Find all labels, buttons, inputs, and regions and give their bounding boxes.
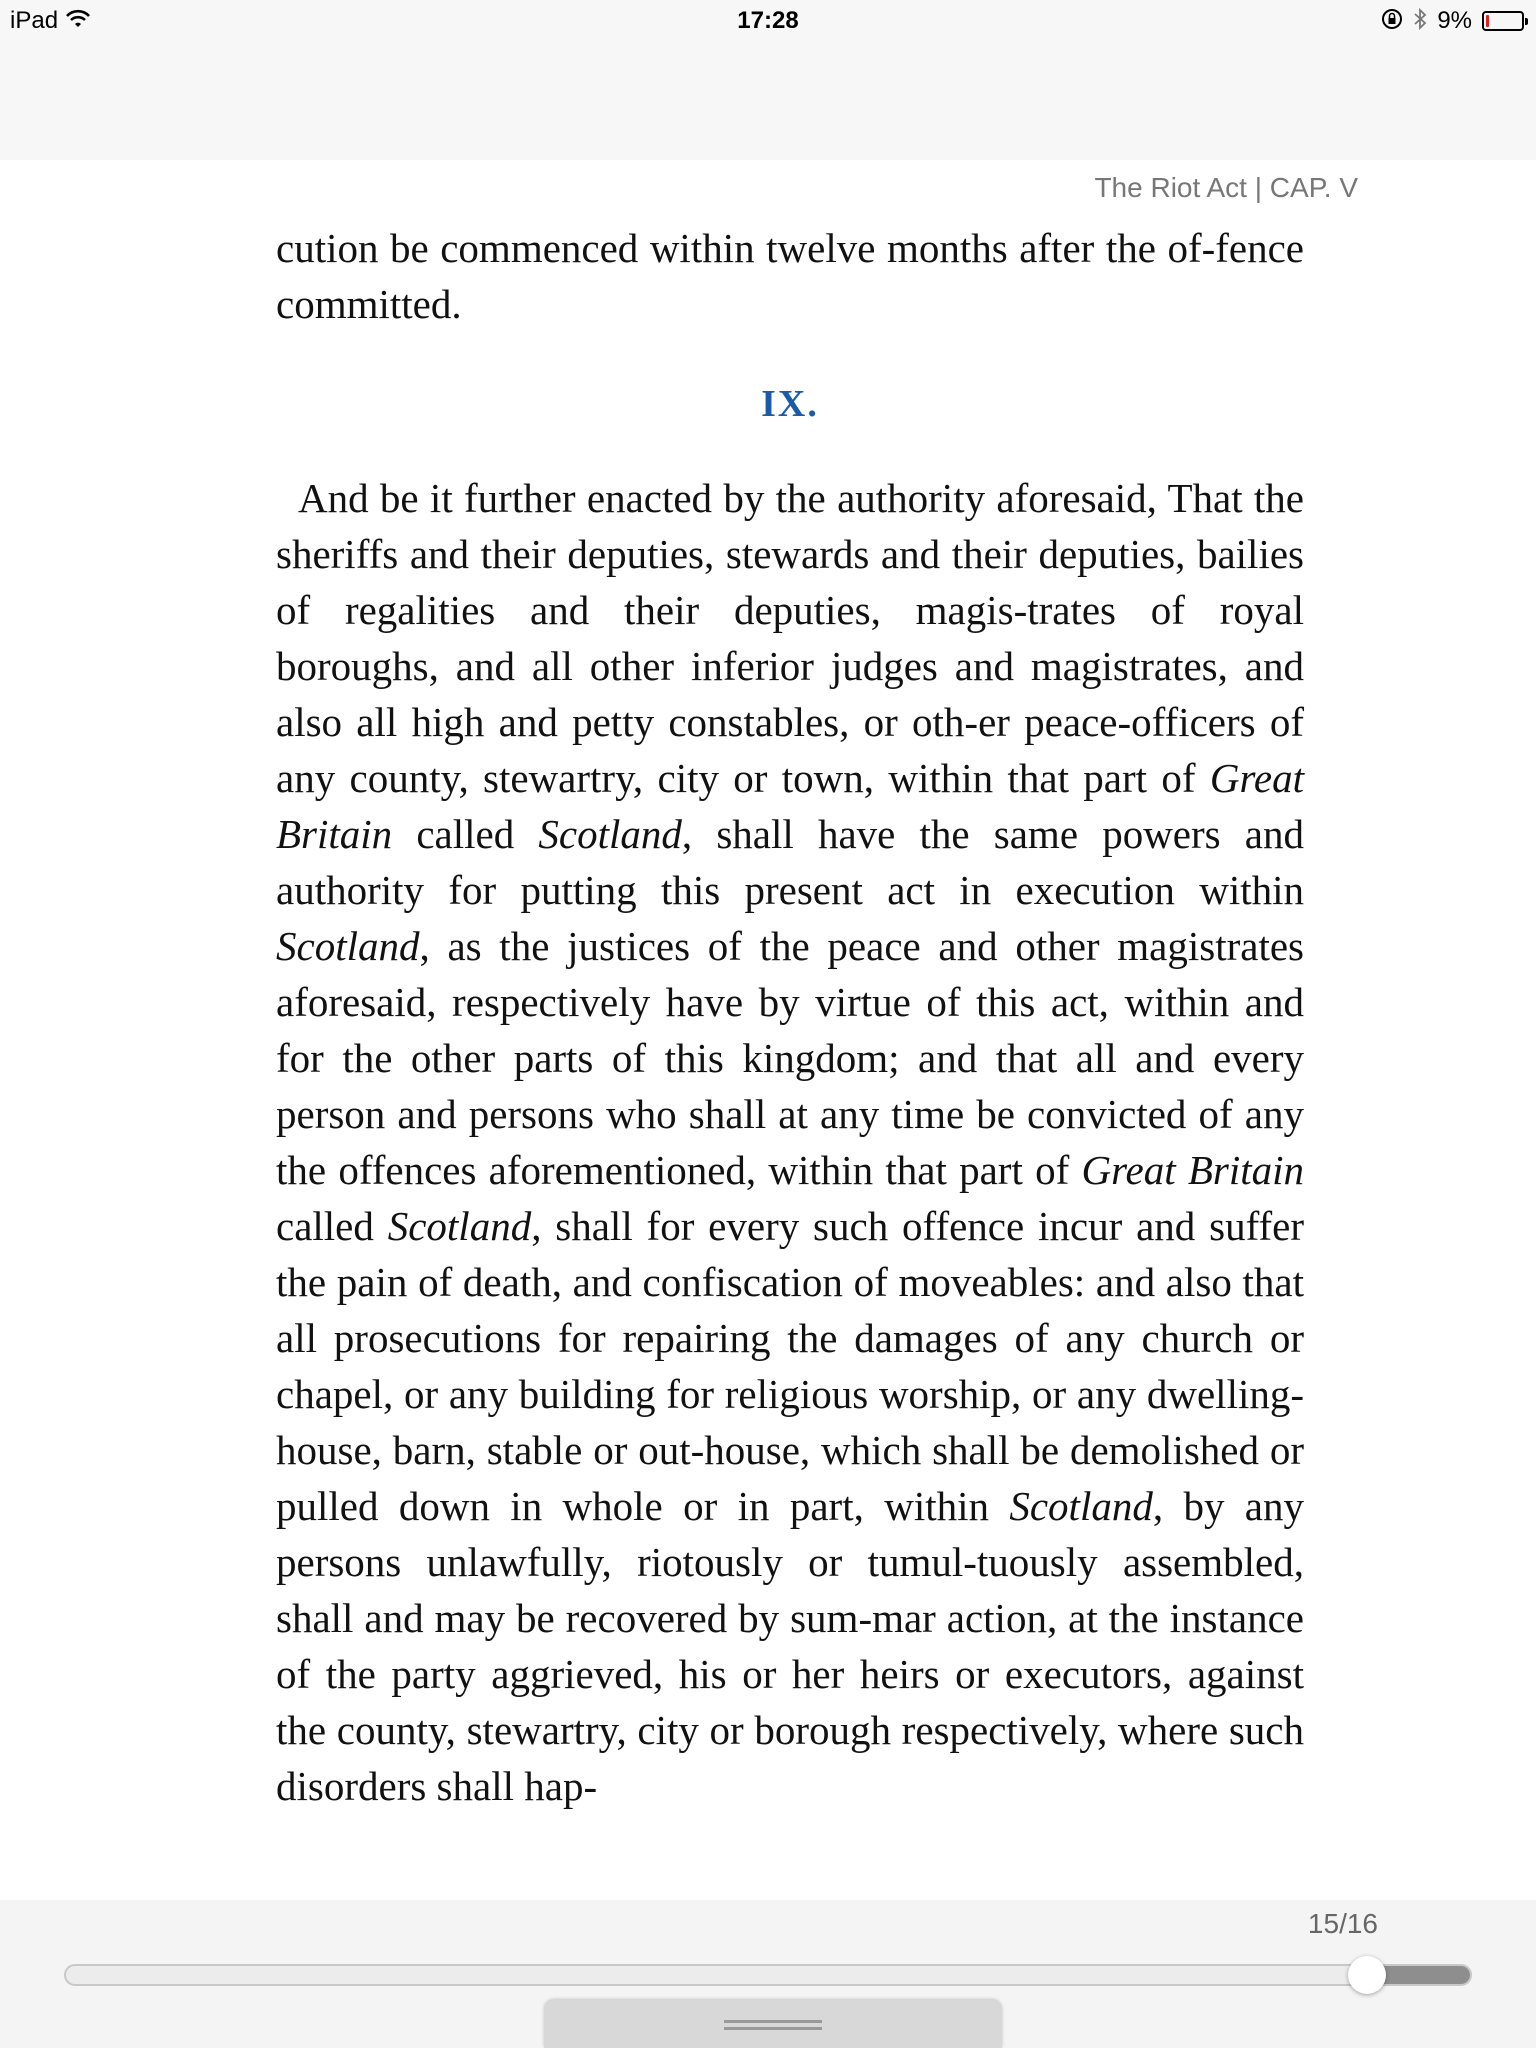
page-slider-thumb[interactable]	[1348, 1956, 1386, 1994]
status-time: 17:28	[737, 7, 799, 34]
battery-percent: 9%	[1437, 7, 1472, 34]
battery-icon	[1482, 11, 1524, 31]
paragraph-run: , as the justices of the peace and other magistrates aforesaid, respectively have by virtue of this act, within and for the other parts of this kingdom; and that all and every person and persons who shall at any time be convicted of any the offences aforementioned, within that part of	[276, 923, 1304, 1193]
paragraph-run: Scotland	[276, 923, 420, 969]
page-counter: 15/16	[1307, 1908, 1378, 1939]
paragraph-run: Great Britain	[1081, 1147, 1304, 1193]
section-number: IX.	[761, 383, 819, 425]
paragraph-run: Great Britain	[276, 755, 1304, 857]
paragraph-run: , shall for every such offence incur and suffer the pain of death, and confiscation of moveables: and also that all prosecutions for repairing the damages of any church or chapel, or any building for religious worship, or any dwelling-house, barn, stable or out-house, which shall be demolished or pulled down in whole or in part, within	[276, 1203, 1304, 1529]
paragraph-run: , shall have the same powers and authority for putting this present act in execution within	[276, 811, 1304, 913]
paragraph-run: And be it further enacted by the authority aforesaid, That the sheriffs and their deputies, stewards and their deputies, bailies of regalities and their deputies, magis-trates of royal boroughs, and all other inferior judges and magistrates, and also all high and petty constables, or oth-er peace-officers of any county, stewartry, city or town, within that part of	[276, 475, 1304, 801]
bluetooth-icon	[1413, 7, 1427, 36]
device-name: iPad	[10, 7, 59, 34]
paragraph-run: , by any persons unlawfully, riotously or tumul-tuously assembled, shall and may be recovered by sum-mar action, at the instance of the party aggrieved, his or her heirs or executors, against the county, stewartry, city or borough respectively, where such disorders shall hap-	[276, 1483, 1305, 1809]
battery-level	[1486, 15, 1489, 27]
paragraph-run: Scotland	[1009, 1483, 1153, 1529]
continuation-text: cution be commenced within twelve months after the of-fence committed.	[276, 225, 1304, 327]
drawer-handle[interactable]	[544, 2000, 1002, 2048]
paragraph-run: called	[392, 811, 539, 857]
paragraph-run: Scotland	[387, 1203, 532, 1249]
grip-icon	[724, 2020, 822, 2030]
orientation-lock-icon	[1381, 8, 1403, 35]
status-bar-right	[1381, 6, 1524, 36]
paragraph-run: called	[276, 1203, 388, 1249]
book-page	[276, 220, 1304, 1814]
running-head: The Riot Act | CAP. V	[1094, 172, 1358, 203]
section-paragraph	[276, 470, 1304, 1814]
page-slider[interactable]	[64, 1964, 1472, 1986]
paragraph-run: Scotland	[538, 811, 682, 857]
